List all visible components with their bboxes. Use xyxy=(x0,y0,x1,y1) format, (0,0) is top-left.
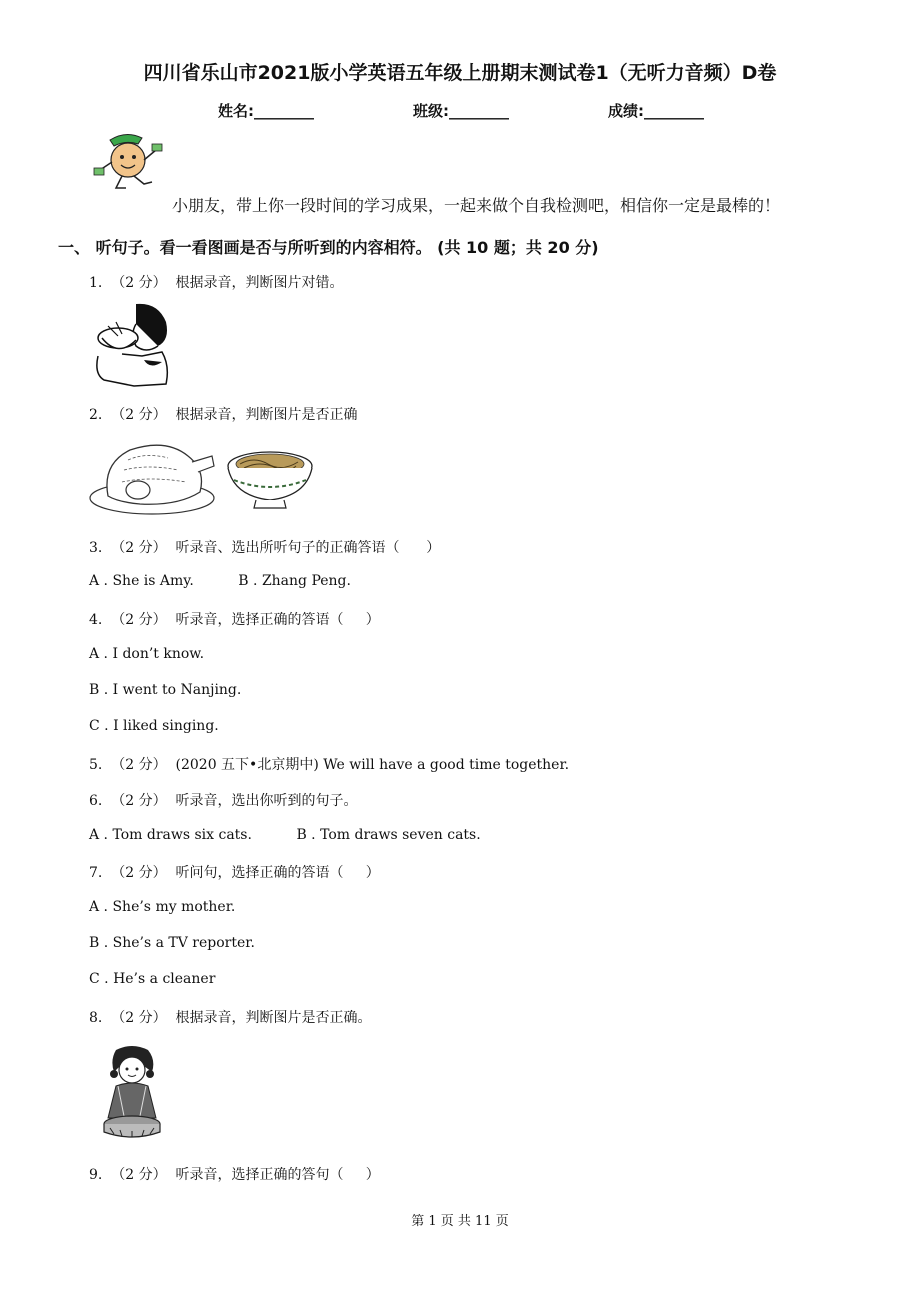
question-7-option-b: B . She’s a TV reporter. xyxy=(89,935,255,951)
page-footer: 第 1 页 共 11 页 xyxy=(411,1214,509,1229)
question-7-option-a: A . She’s my mother. xyxy=(89,899,236,915)
question-4-option-b: B . I went to Nanjing. xyxy=(89,682,242,698)
question-2: 2. （2 分） 根据录音，判断图片是否正确 xyxy=(89,407,358,423)
mascot-illustration xyxy=(92,130,168,194)
question-1: 1. （2 分） 根据录音，判断图片对错。 xyxy=(89,275,344,291)
question-9: 9. （2 分） 听录音，选择正确的答句（ ） xyxy=(89,1167,380,1183)
question-3: 3. （2 分） 听录音、选出所听句子的正确答语（ ） xyxy=(89,540,441,556)
question-4: 4. （2 分） 听录音，选择正确的答语（ ） xyxy=(89,612,380,628)
question-4-option-a: A . I don’t know. xyxy=(89,646,205,662)
question-8-image xyxy=(100,1044,166,1142)
question-5: 5. （2 分） (2020 五下•北京期中) We will have a good time together. xyxy=(89,757,570,773)
question-3-options: A . She is Amy. B . Zhang Peng. xyxy=(89,573,351,589)
class-field: 班级:________ xyxy=(413,102,509,120)
question-7-option-c: C . He’s a cleaner xyxy=(89,971,216,987)
question-7: 7. （2 分） 听问句，选择正确的答语（ ） xyxy=(89,865,380,881)
question-4-option-c: C . I liked singing. xyxy=(89,718,219,734)
question-6-options: A . Tom draws six cats. B . Tom draws seven cats. xyxy=(89,827,481,843)
question-6: 6. （2 分） 听录音，选出你听到的句子。 xyxy=(89,793,358,809)
question-2-image xyxy=(88,436,313,522)
score-field: 成绩:________ xyxy=(608,102,704,120)
question-8: 8. （2 分） 根据录音，判断图片是否正确。 xyxy=(89,1010,372,1026)
section-heading: 一、 听句子。看一看图画是否与所听到的内容相符。 (共 10 题；共 20 分) xyxy=(58,238,599,257)
intro-text: 小朋友，带上你一段时间的学习成果，一起来做个自我检测吧，相信你一定是最棒的！ xyxy=(172,196,781,215)
page-title: 四川省乐山市2021版小学英语五年级上册期末测试卷1（无听力音频）D卷 xyxy=(143,62,777,84)
question-1-image xyxy=(92,300,172,390)
name-field: 姓名:________ xyxy=(218,102,314,120)
